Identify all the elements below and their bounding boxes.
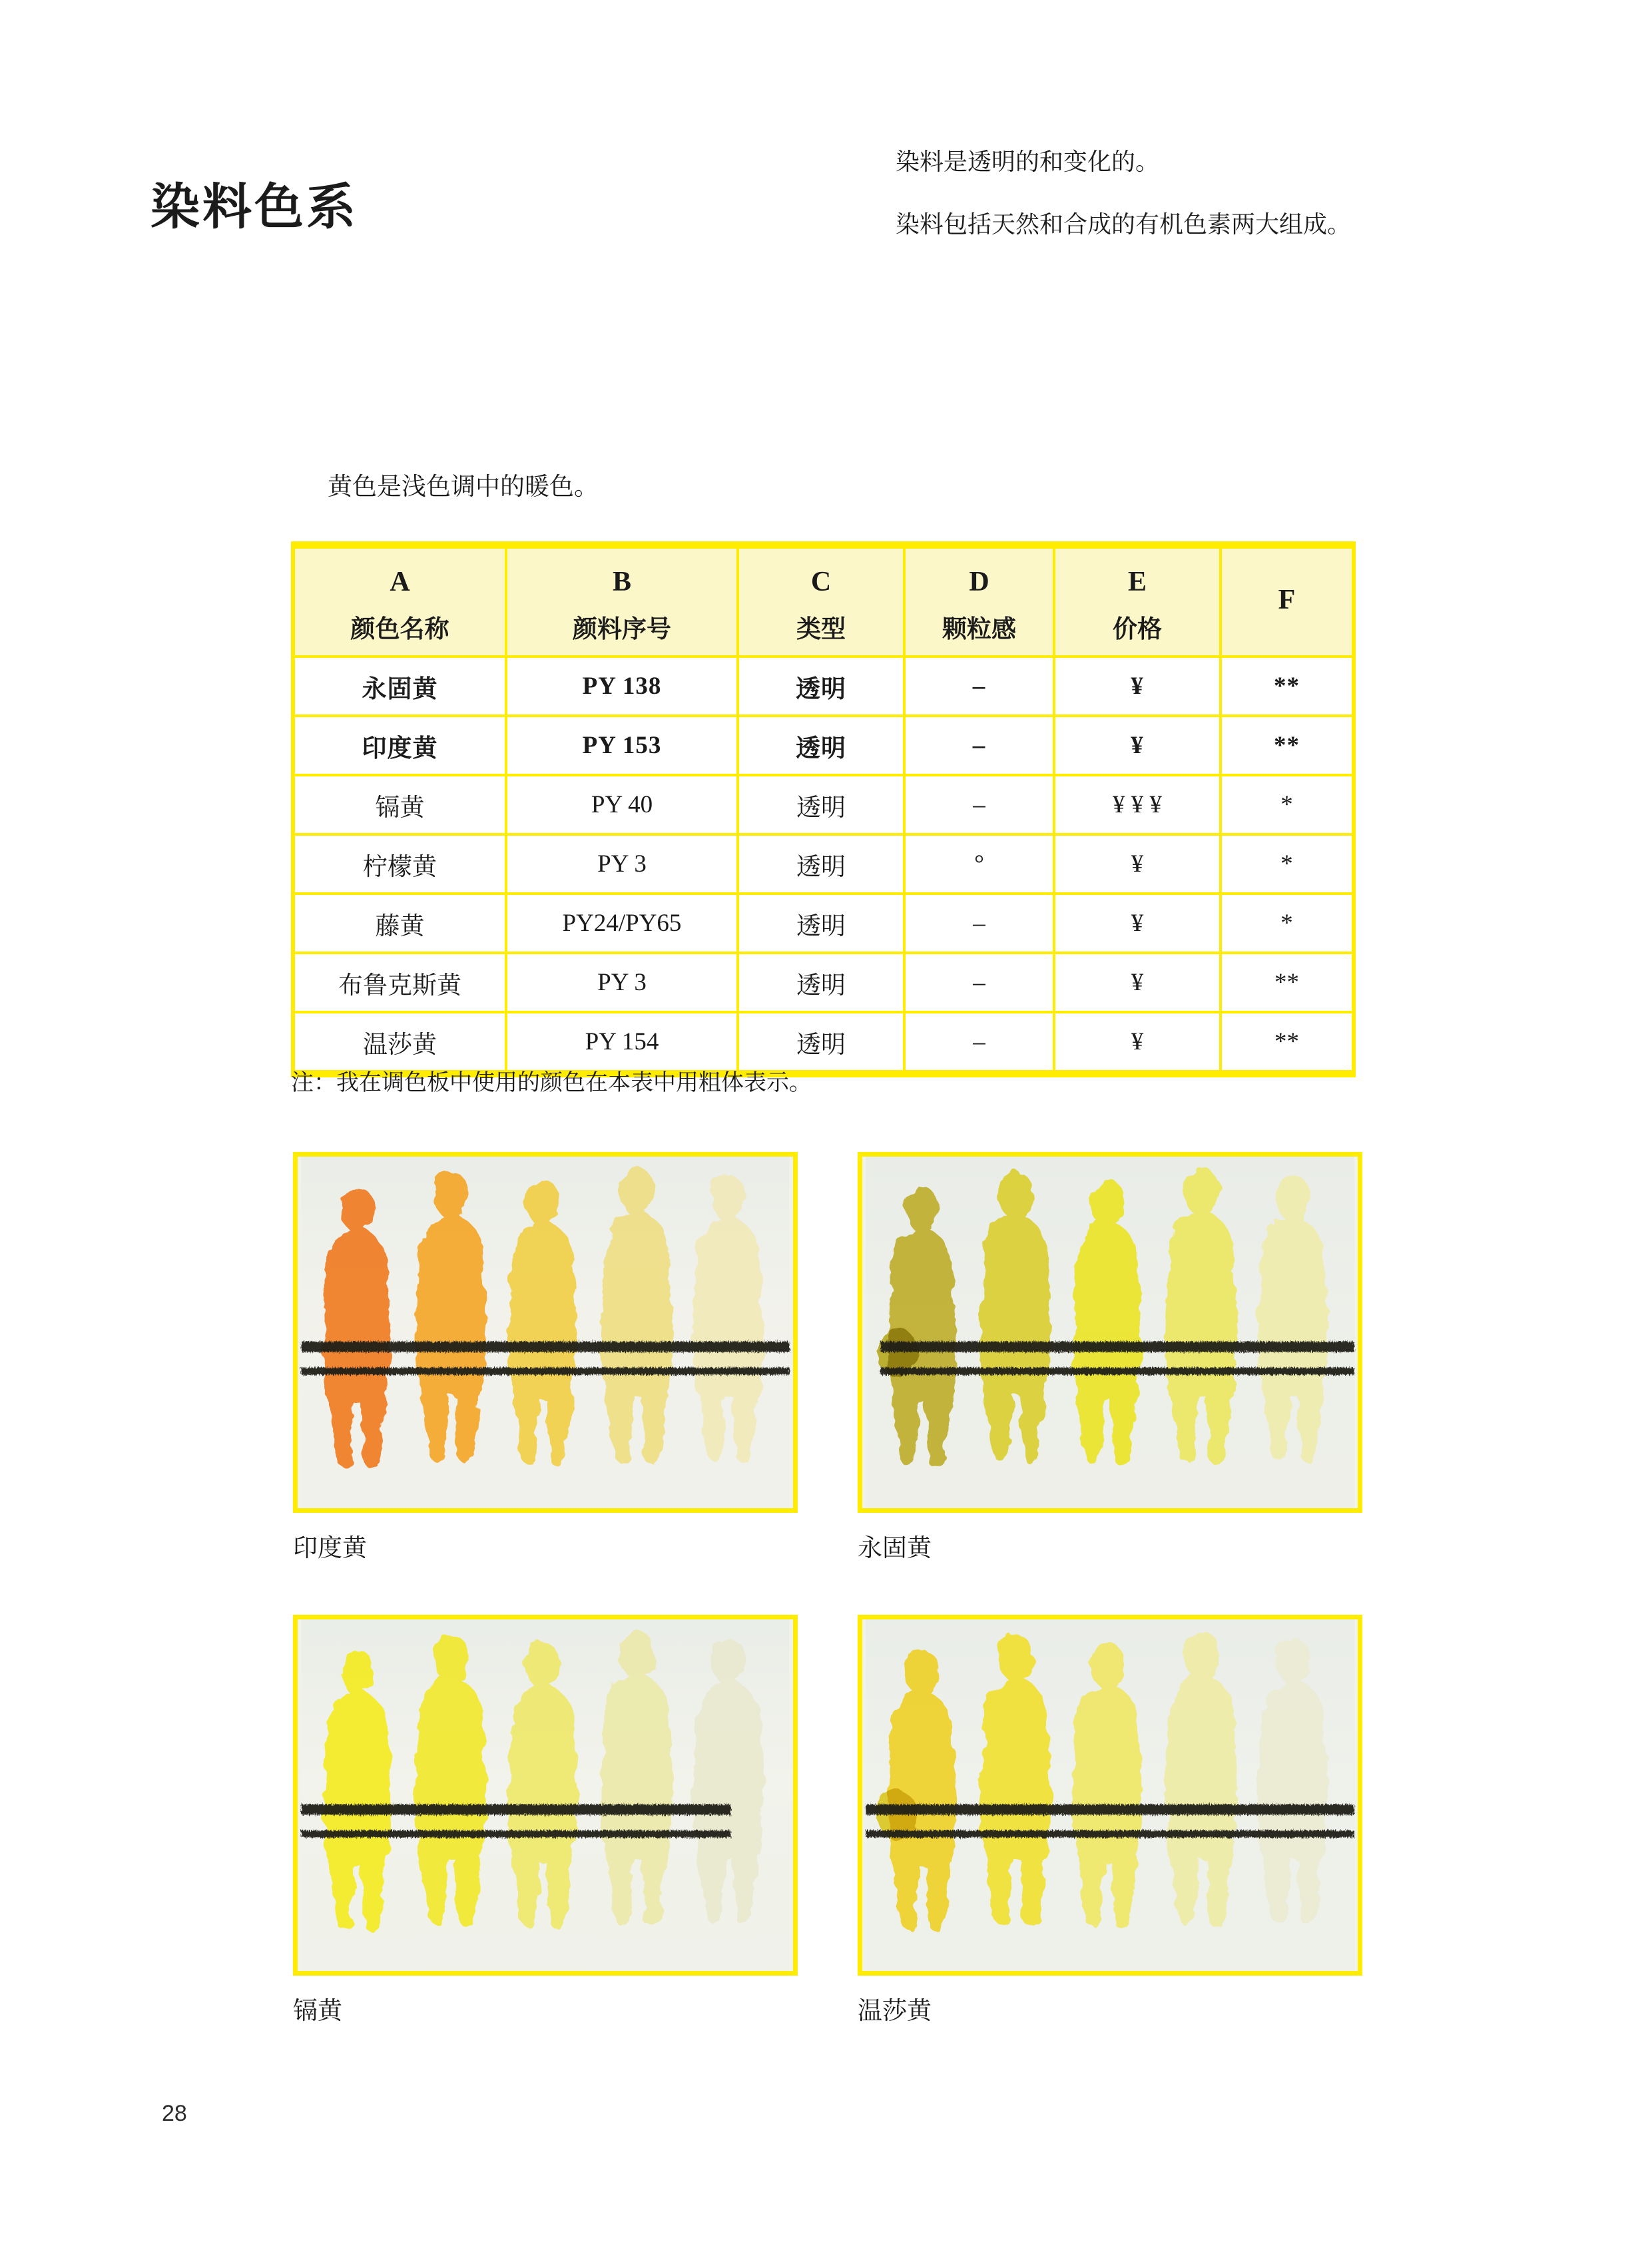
table-cell: 布鲁克斯黄 (293, 953, 506, 1012)
table-cell: ° (904, 834, 1054, 894)
column-label: 价格 (1113, 616, 1162, 643)
swatch-block (293, 1152, 800, 1563)
table-row (293, 894, 1354, 953)
pigment-table (291, 541, 1356, 1077)
table-cell: ¥ (1054, 953, 1221, 1012)
table-cell: – (904, 953, 1054, 1012)
swatch-block (293, 1615, 800, 2026)
table-cell: PY24/PY65 (506, 894, 738, 953)
table-cell: – (904, 657, 1054, 716)
intro-text (896, 131, 1351, 256)
table-cell: ¥ ¥ ¥ (1054, 775, 1221, 834)
column-letter: F (1278, 585, 1296, 615)
swatch-block (858, 1615, 1365, 2026)
table-cell: ** (1221, 1012, 1354, 1074)
table-row (293, 834, 1354, 894)
column-label: 颜色名称 (350, 616, 449, 643)
swatch-caption: 镉黄 (293, 1997, 342, 2024)
watercolor-figures-graphic (862, 1619, 1358, 1971)
watercolor-figures-graphic (298, 1157, 793, 1508)
column-label: 类型 (796, 616, 846, 643)
swatch-caption: 温莎黄 (858, 1997, 932, 2024)
table-header-cell (1054, 545, 1221, 657)
table-row (293, 775, 1354, 834)
table-cell: ¥ (1054, 716, 1221, 775)
table-cell: 透明 (738, 657, 904, 716)
table-cell: – (904, 775, 1054, 834)
table-cell: 透明 (738, 775, 904, 834)
column-letter: E (1127, 567, 1147, 597)
column-letter: B (612, 567, 631, 597)
swatch-caption: 印度黄 (293, 1534, 367, 1561)
table-cell: 镉黄 (293, 775, 506, 834)
table-header-cell (1221, 545, 1354, 657)
table-cell: – (904, 894, 1054, 953)
watercolor-swatch-image (293, 1152, 798, 1513)
page-title: 染料色系 (150, 180, 358, 235)
table-row (293, 953, 1354, 1012)
watercolor-swatch-image (293, 1615, 798, 1976)
table-cell: PY 153 (506, 716, 738, 775)
table-cell: * (1221, 834, 1354, 894)
table-cell: 藤黄 (293, 894, 506, 953)
table-cell: 透明 (738, 834, 904, 894)
table-cell: ¥ (1054, 1012, 1221, 1074)
table-cell: PY 138 (506, 657, 738, 716)
table-header-cell (506, 545, 738, 657)
table-cell: – (904, 1012, 1054, 1074)
page-number: 28 (162, 2101, 187, 2126)
table-cell: PY 154 (506, 1012, 738, 1074)
table-row (293, 657, 1354, 716)
watercolor-figures-graphic (862, 1157, 1358, 1508)
table-cell: 透明 (738, 953, 904, 1012)
table-cell: ** (1221, 953, 1354, 1012)
table-cell: 印度黄 (293, 716, 506, 775)
column-letter: C (810, 567, 832, 597)
table-cell: 透明 (738, 1012, 904, 1074)
intro-line-2: 染料包括天然和合成的有机色素两大组成。 (896, 211, 1352, 238)
table-footnote: 注：我在调色板中使用的颜色在本表中用粗体表示。 (291, 1071, 812, 1095)
table-header-cell (738, 545, 904, 657)
watercolor-figures-graphic (298, 1619, 793, 1971)
table-row (293, 716, 1354, 775)
column-letter: A (390, 567, 410, 597)
swatch-caption: 永固黄 (858, 1534, 932, 1561)
pigment-table-body (293, 657, 1354, 1074)
table-cell: * (1221, 894, 1354, 953)
watercolor-swatch-image (858, 1152, 1362, 1513)
table-cell: ¥ (1054, 657, 1221, 716)
table-cell: – (904, 716, 1054, 775)
table-cell: 透明 (738, 894, 904, 953)
table-cell: ** (1221, 657, 1354, 716)
table-cell: PY 3 (506, 953, 738, 1012)
column-label: 颜料序号 (573, 616, 671, 643)
table-cell: PY 40 (506, 775, 738, 834)
table-cell: 永固黄 (293, 657, 506, 716)
table-cell: 柠檬黄 (293, 834, 506, 894)
table-cell: * (1221, 775, 1354, 834)
watercolor-swatch-image (858, 1615, 1362, 1976)
table-cell: ** (1221, 716, 1354, 775)
section-lead: 黄色是浅色调中的暖色。 (328, 473, 599, 501)
table-cell: PY 3 (506, 834, 738, 894)
column-label: 颗粒感 (942, 616, 1016, 643)
pigment-table-wrap (291, 541, 1352, 1077)
table-header-cell (293, 545, 506, 657)
table-cell: 透明 (738, 716, 904, 775)
column-letter: D (969, 567, 989, 597)
table-cell: 温莎黄 (293, 1012, 506, 1074)
table-cell: ¥ (1054, 894, 1221, 953)
swatch-block (858, 1152, 1365, 1563)
pigment-table-header (293, 545, 1354, 657)
intro-line-1: 染料是透明的和变化的。 (896, 148, 1160, 175)
table-header-cell (904, 545, 1054, 657)
table-cell: ¥ (1054, 834, 1221, 894)
